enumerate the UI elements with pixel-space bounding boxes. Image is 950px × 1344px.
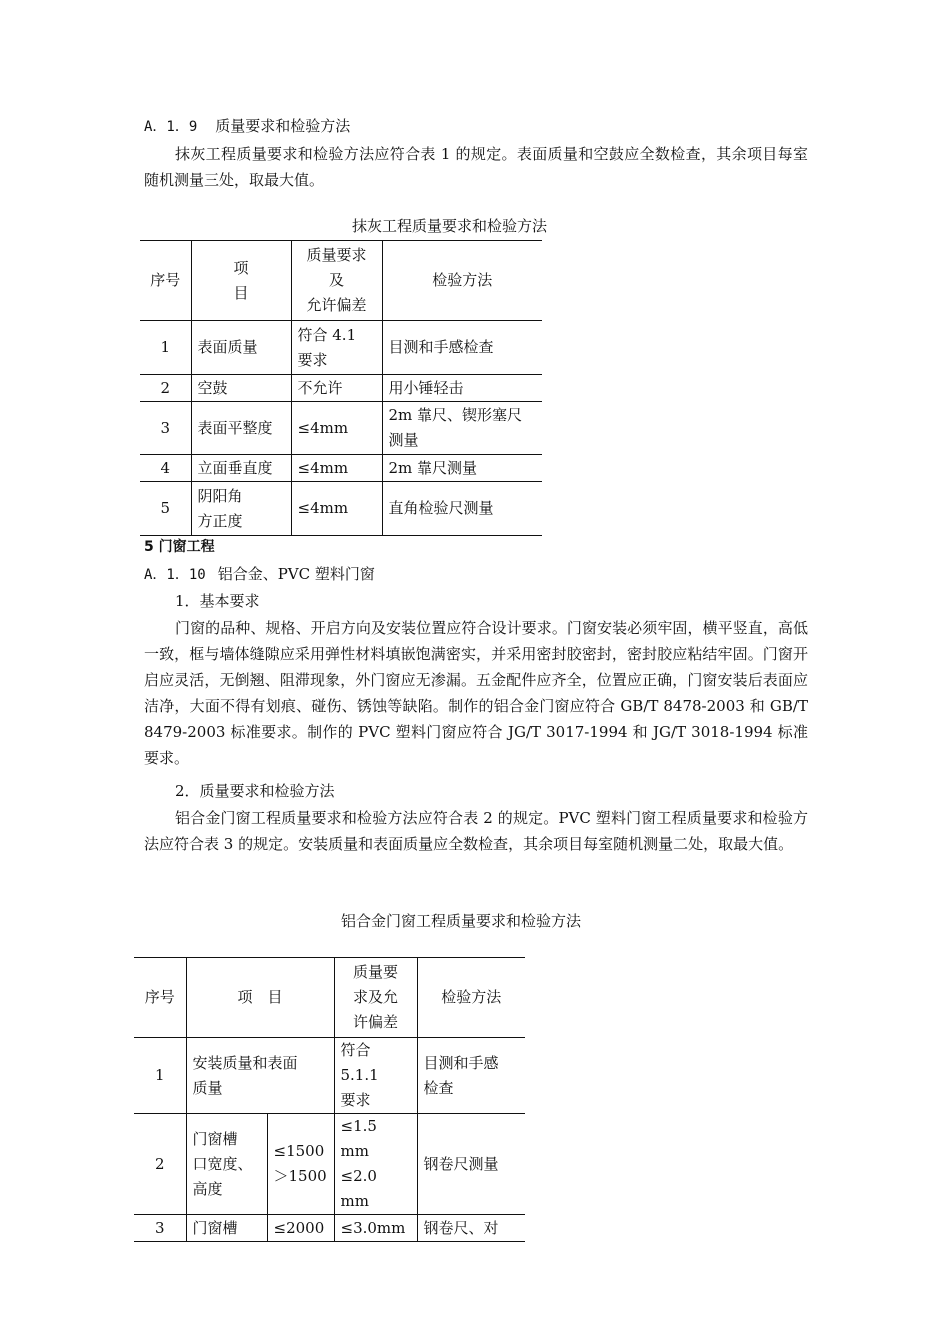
table1 <box>140 240 542 536</box>
section-a110-body1 <box>144 615 808 771</box>
table-header-cell: 质量要 求及允 许偏差 <box>334 958 417 1038</box>
table-cell: 立面垂直度 <box>191 455 291 482</box>
table-cell: ≤2000 <box>267 1215 334 1242</box>
table1-caption: 抹灰工程质量要求和检验方法 <box>352 217 548 235</box>
subsection-quality-methods: 2．质量要求和检验方法 <box>175 782 335 800</box>
table-cell: 5 <box>140 482 191 536</box>
table-row <box>140 375 542 402</box>
table-cell: 安装质量和表面 质量 <box>186 1038 334 1114</box>
paragraph: 铝合金门窗工程质量要求和检验方法应符合表 2 的规定。PVC 塑料门窗工程质量要求和检验方法应符合表 3 的规定。安装质量和表面质量应全数检查，其余项目每室随机测量二处，取最大值。 <box>144 809 808 853</box>
table-cell: 1 <box>140 321 191 375</box>
table-header-cell: 项 目 <box>191 241 291 321</box>
table-cell: 门窗槽 <box>186 1215 267 1242</box>
table-cell: 2 <box>140 375 191 402</box>
table-cell: 4 <box>140 455 191 482</box>
paragraph: 抹灰工程质量要求和检验方法应符合表 1 的规定。表面质量和空鼓应全数检查，其余项目每室随机测量三处，取最大值。 <box>144 145 808 189</box>
table-cell: 符合 5.1.1 要求 <box>334 1038 417 1114</box>
table-header-cell: 项 目 <box>186 958 334 1038</box>
section-a110-body2 <box>144 805 808 857</box>
table-cell: 表面平整度 <box>191 402 291 455</box>
section-title: 质量要求和检验方法 <box>215 117 351 135</box>
table-header-row <box>134 958 525 1038</box>
table-cell: 2 <box>134 1114 186 1215</box>
table-cell: 目测和手感 检查 <box>417 1038 525 1114</box>
table-cell: 阴阳角 方正度 <box>191 482 291 536</box>
table-cell: 3 <box>140 402 191 455</box>
table-cell: 符合 4.1 要求 <box>291 321 382 375</box>
table-cell: 表面质量 <box>191 321 291 375</box>
table2-caption: 铝合金门窗工程质量要求和检验方法 <box>341 912 582 930</box>
table-cell: 用小锤轻击 <box>382 375 542 402</box>
section-a19-heading <box>144 113 350 140</box>
table-header-cell: 序号 <box>140 241 191 321</box>
table-cell: 不允许 <box>291 375 382 402</box>
section-title: 铝合金、PVC 塑料门窗 <box>217 565 375 583</box>
table-cell: ≤4mm <box>291 455 382 482</box>
table-row <box>140 321 542 375</box>
table-header-cell: 检验方法 <box>382 241 542 321</box>
table-cell: 直角检验尺测量 <box>382 482 542 536</box>
table-cell: 钢卷尺、对 <box>417 1215 525 1242</box>
table-cell: 2m 靠尺测量 <box>382 455 542 482</box>
section-a19-body <box>144 141 808 193</box>
table-cell: 目测和手感检查 <box>382 321 542 375</box>
table-cell: ≤1500 ＞1500 <box>267 1114 334 1215</box>
section-number: A．1．10 <box>144 567 206 583</box>
table-row <box>134 1114 525 1215</box>
table-cell: 空鼓 <box>191 375 291 402</box>
table2 <box>134 957 525 1242</box>
table-cell: 3 <box>134 1215 186 1242</box>
section-a110-heading <box>144 561 375 588</box>
table-cell: 2m 靠尺、锲形塞尺 测量 <box>382 402 542 455</box>
table-cell: 钢卷尺测量 <box>417 1114 525 1215</box>
section-5-heading: 5 门窗工程 <box>144 539 215 555</box>
table-row <box>140 482 542 536</box>
table-header-cell: 质量要求 及 允许偏差 <box>291 241 382 321</box>
subsection-basic-requirements: 1．基本要求 <box>175 592 260 610</box>
table-row <box>134 1215 525 1242</box>
table-cell: ≤3.0mm <box>334 1215 417 1242</box>
table-cell: 1 <box>134 1038 186 1114</box>
section-number: A．1．9 <box>144 119 198 135</box>
table-cell: ≤1.5 mm ≤2.0 mm <box>334 1114 417 1215</box>
table-cell: 门窗槽 口宽度、 高度 <box>186 1114 267 1215</box>
table-row <box>140 402 542 455</box>
table-cell: ≤4mm <box>291 482 382 536</box>
table-cell: ≤4mm <box>291 402 382 455</box>
table-row <box>140 455 542 482</box>
table-header-row <box>140 241 542 321</box>
table-header-cell: 检验方法 <box>417 958 525 1038</box>
table-header-cell: 序号 <box>134 958 186 1038</box>
table-row <box>134 1038 525 1114</box>
paragraph: 门窗的品种、规格、开启方向及安装位置应符合设计要求。门窗安装必须牢固，横平竖直，高低一致，框与墙体缝隙应采用弹性材料填嵌饱满密实，并采用密封胶密封，密封胶应粘结牢固。门窗开启应灵活，无倒翘、阻滞现象，外门窗应无渗漏。五金配件应齐全，位置应正确，门窗安装后表面应洁净，大面不得有划痕、碰伤、锈蚀等缺陷。制作的铝合金门窗应符合 GB/T 8478-2003 和 GB/T 8479-2003 标准要求。制作的 PVC 塑料门窗应符合 JG/T 3017-1994 和 JG/T 3018-1994 标准要求。 <box>144 619 808 767</box>
